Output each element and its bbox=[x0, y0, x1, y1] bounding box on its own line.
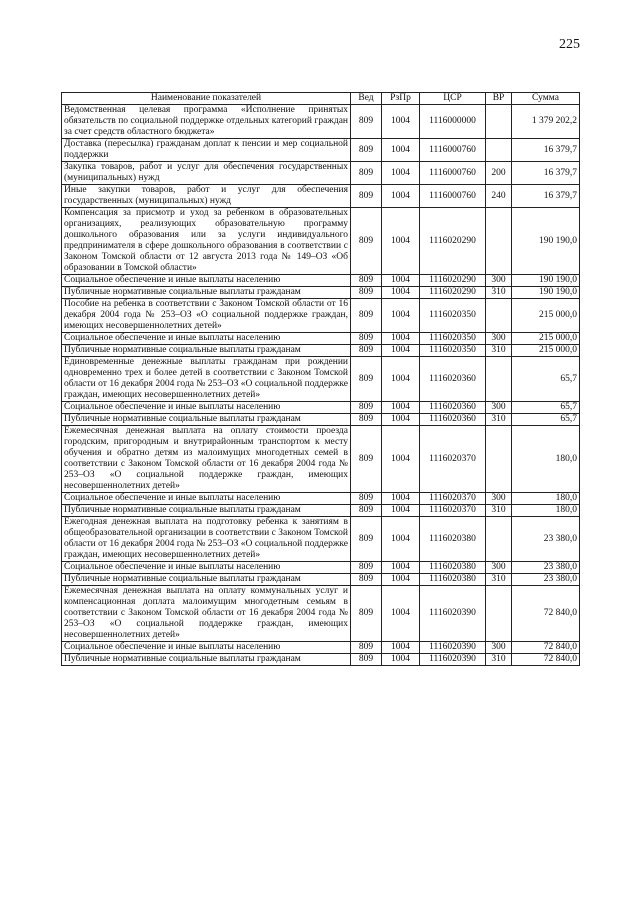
header-name: Наименование показателей bbox=[62, 93, 351, 105]
row-rzpr-cell: 1004 bbox=[382, 185, 420, 208]
row-rzpr-cell: 1004 bbox=[382, 402, 420, 414]
row-name-cell: Социальное обеспечение и иные выплаты населению bbox=[62, 493, 351, 505]
row-sum-cell: 16 379,7 bbox=[512, 162, 580, 185]
table-row bbox=[62, 517, 580, 562]
row-name-cell: Ведомственная целевая программа «Исполнение принятых обязательств по социальной поддержке отдельных категорий граждан за счет средств областного бюджета» bbox=[62, 105, 351, 139]
row-csr-cell: 1116020380 bbox=[420, 517, 486, 562]
row-sum-cell: 190 190,0 bbox=[512, 275, 580, 287]
header-csr: ЦСР bbox=[420, 93, 486, 105]
row-rzpr-cell: 1004 bbox=[382, 275, 420, 287]
row-sum-cell: 72 840,0 bbox=[512, 654, 580, 666]
row-ved-cell: 809 bbox=[351, 505, 382, 517]
row-vr-cell: 310 bbox=[486, 654, 512, 666]
row-csr-cell: 1116020290 bbox=[420, 208, 486, 275]
row-vr-cell: 300 bbox=[486, 562, 512, 574]
row-csr-cell: 1116020370 bbox=[420, 505, 486, 517]
table-row bbox=[62, 493, 580, 505]
row-csr-cell: 1116020350 bbox=[420, 299, 486, 333]
row-sum-cell: 16 379,7 bbox=[512, 185, 580, 208]
row-ved-cell: 809 bbox=[351, 517, 382, 562]
row-vr-cell: 200 bbox=[486, 162, 512, 185]
row-ved-cell: 809 bbox=[351, 345, 382, 357]
row-vr-cell: 300 bbox=[486, 493, 512, 505]
row-ved-cell: 809 bbox=[351, 185, 382, 208]
row-ved-cell: 809 bbox=[351, 333, 382, 345]
table-row bbox=[62, 287, 580, 299]
row-name-cell: Закупка товаров, работ и услуг для обеспечения государственных (муниципальных) нужд bbox=[62, 162, 351, 185]
row-ved-cell: 809 bbox=[351, 299, 382, 333]
row-name-cell: Публичные нормативные социальные выплаты гражданам bbox=[62, 287, 351, 299]
row-rzpr-cell: 1004 bbox=[382, 574, 420, 586]
row-name-cell: Социальное обеспечение и иные выплаты населению bbox=[62, 562, 351, 574]
header-ved: Вед bbox=[351, 93, 382, 105]
row-rzpr-cell: 1004 bbox=[382, 162, 420, 185]
page-number: 225 bbox=[559, 37, 580, 52]
header-vr: ВР bbox=[486, 93, 512, 105]
table-row bbox=[62, 357, 580, 402]
row-ved-cell: 809 bbox=[351, 105, 382, 139]
row-sum-cell: 180,0 bbox=[512, 426, 580, 493]
row-name-cell: Социальное обеспечение и иные выплаты населению bbox=[62, 333, 351, 345]
row-rzpr-cell: 1004 bbox=[382, 414, 420, 426]
row-vr-cell: 310 bbox=[486, 574, 512, 586]
row-csr-cell: 1116020350 bbox=[420, 345, 486, 357]
table-row bbox=[62, 208, 580, 275]
row-ved-cell: 809 bbox=[351, 654, 382, 666]
table-row bbox=[62, 139, 580, 162]
row-name-cell: Публичные нормативные социальные выплаты гражданам bbox=[62, 414, 351, 426]
row-name-cell: Социальное обеспечение и иные выплаты населению bbox=[62, 275, 351, 287]
row-name-cell: Публичные нормативные социальные выплаты гражданам bbox=[62, 345, 351, 357]
row-csr-cell: 1116000760 bbox=[420, 185, 486, 208]
row-ved-cell: 809 bbox=[351, 574, 382, 586]
row-vr-cell: 300 bbox=[486, 642, 512, 654]
row-name-cell: Публичные нормативные социальные выплаты гражданам bbox=[62, 654, 351, 666]
row-csr-cell: 1116020390 bbox=[420, 654, 486, 666]
row-vr-cell bbox=[486, 299, 512, 333]
row-sum-cell: 190 190,0 bbox=[512, 287, 580, 299]
row-sum-cell: 23 380,0 bbox=[512, 562, 580, 574]
row-name-cell: Доставка (пересылка) гражданам доплат к пенсии и мер социальной поддержки bbox=[62, 139, 351, 162]
row-rzpr-cell: 1004 bbox=[382, 287, 420, 299]
row-ved-cell: 809 bbox=[351, 493, 382, 505]
table-row bbox=[62, 162, 580, 185]
row-vr-cell: 310 bbox=[486, 505, 512, 517]
row-vr-cell bbox=[486, 426, 512, 493]
row-csr-cell: 1116020380 bbox=[420, 574, 486, 586]
table-row bbox=[62, 333, 580, 345]
row-ved-cell: 809 bbox=[351, 402, 382, 414]
table-body bbox=[62, 105, 580, 666]
row-sum-cell: 72 840,0 bbox=[512, 642, 580, 654]
row-csr-cell: 1116020390 bbox=[420, 642, 486, 654]
row-name-cell: Иные закупки товаров, работ и услуг для обеспечения государственных (муниципальных) нужд bbox=[62, 185, 351, 208]
row-name-cell: Единовременные денежные выплаты гражданам при рождении одновременно трех и более детей в соответствии с Законом Томской области от 16 декабря 2004 года № 253–ОЗ «О социальной поддержке граждан, имеющих несовершеннолетних детей» bbox=[62, 357, 351, 402]
row-ved-cell: 809 bbox=[351, 414, 382, 426]
row-vr-cell: 310 bbox=[486, 287, 512, 299]
row-name-cell: Компенсация за присмотр и уход за ребенком в образовательных организациях, реализующих образовательную программу дошкольного образования или за услуги индивидуального предпринимателя в сфере дошкольного образования в соответствии с Законом Томской области от 12 августа 2013 года № 149–ОЗ «Об образовании в Томской области» bbox=[62, 208, 351, 275]
row-csr-cell: 1116000760 bbox=[420, 139, 486, 162]
row-name-cell: Пособие на ребенка в соответствии с Законом Томской области от 16 декабря 2004 года № 253–ОЗ «О социальной поддержке граждан, имеющих несовершеннолетних детей» bbox=[62, 299, 351, 333]
row-rzpr-cell: 1004 bbox=[382, 426, 420, 493]
row-vr-cell: 310 bbox=[486, 345, 512, 357]
row-sum-cell: 72 840,0 bbox=[512, 586, 580, 642]
table-row bbox=[62, 345, 580, 357]
table-row bbox=[62, 586, 580, 642]
row-vr-cell: 300 bbox=[486, 275, 512, 287]
row-sum-cell: 65,7 bbox=[512, 357, 580, 402]
row-ved-cell: 809 bbox=[351, 275, 382, 287]
row-csr-cell: 1116020390 bbox=[420, 586, 486, 642]
row-rzpr-cell: 1004 bbox=[382, 505, 420, 517]
row-sum-cell: 215 000,0 bbox=[512, 333, 580, 345]
row-rzpr-cell: 1004 bbox=[382, 642, 420, 654]
row-vr-cell: 310 bbox=[486, 414, 512, 426]
row-vr-cell bbox=[486, 208, 512, 275]
table-row bbox=[62, 185, 580, 208]
row-ved-cell: 809 bbox=[351, 642, 382, 654]
table-row bbox=[62, 299, 580, 333]
row-ved-cell: 809 bbox=[351, 357, 382, 402]
row-name-cell: Социальное обеспечение и иные выплаты населению bbox=[62, 642, 351, 654]
row-name-cell: Ежемесячная денежная выплата на оплату стоимости проезда городским, пригородным и внутрирайонным транспортом к месту обучения и обратно детям из малоимущих многодетных семей в соответствии с Законом Томской области от 16 декабря 2004 года № 253–ОЗ «О социальной поддержке граждан, имеющих несовершеннолетних детей» bbox=[62, 426, 351, 493]
row-rzpr-cell: 1004 bbox=[382, 345, 420, 357]
row-csr-cell: 1116020380 bbox=[420, 562, 486, 574]
row-rzpr-cell: 1004 bbox=[382, 105, 420, 139]
row-ved-cell: 809 bbox=[351, 287, 382, 299]
row-sum-cell: 23 380,0 bbox=[512, 517, 580, 562]
row-ved-cell: 809 bbox=[351, 208, 382, 275]
row-vr-cell: 300 bbox=[486, 333, 512, 345]
row-rzpr-cell: 1004 bbox=[382, 586, 420, 642]
row-rzpr-cell: 1004 bbox=[382, 493, 420, 505]
row-name-cell: Публичные нормативные социальные выплаты гражданам bbox=[62, 574, 351, 586]
table-header-row bbox=[62, 93, 580, 105]
row-ved-cell: 809 bbox=[351, 562, 382, 574]
row-sum-cell: 65,7 bbox=[512, 402, 580, 414]
table-row bbox=[62, 426, 580, 493]
row-name-cell: Ежемесячная денежная выплата на оплату коммунальных услуг и компенсационная доплата малоимущим многодетным семьям в соответствии с Законом Томской области от 16 декабря 2004 года № 253–ОЗ «О социальной поддержке граждан, имеющих несовершеннолетних детей» bbox=[62, 586, 351, 642]
row-sum-cell: 16 379,7 bbox=[512, 139, 580, 162]
header-rzpr: РзПр bbox=[382, 93, 420, 105]
row-csr-cell: 1116000000 bbox=[420, 105, 486, 139]
budget-table bbox=[61, 92, 580, 666]
row-ved-cell: 809 bbox=[351, 139, 382, 162]
row-sum-cell: 190 190,0 bbox=[512, 208, 580, 275]
row-vr-cell bbox=[486, 517, 512, 562]
row-csr-cell: 1116020350 bbox=[420, 333, 486, 345]
table-row bbox=[62, 505, 580, 517]
row-rzpr-cell: 1004 bbox=[382, 562, 420, 574]
row-rzpr-cell: 1004 bbox=[382, 357, 420, 402]
row-csr-cell: 1116020370 bbox=[420, 426, 486, 493]
row-vr-cell bbox=[486, 586, 512, 642]
row-csr-cell: 1116020290 bbox=[420, 287, 486, 299]
row-ved-cell: 809 bbox=[351, 586, 382, 642]
table-row bbox=[62, 562, 580, 574]
row-rzpr-cell: 1004 bbox=[382, 654, 420, 666]
row-name-cell: Ежегодная денежная выплата на подготовку ребенка к занятиям в общеобразовательной организации в соответствии с Законом Томской области от 16 декабря 2004 года № 253–ОЗ «О социальной поддержке граждан, имеющих несовершеннолетних детей» bbox=[62, 517, 351, 562]
row-csr-cell: 1116020360 bbox=[420, 402, 486, 414]
row-sum-cell: 1 379 202,2 bbox=[512, 105, 580, 139]
row-csr-cell: 1116020370 bbox=[420, 493, 486, 505]
row-sum-cell: 180,0 bbox=[512, 493, 580, 505]
row-rzpr-cell: 1004 bbox=[382, 517, 420, 562]
table-row bbox=[62, 275, 580, 287]
row-sum-cell: 180,0 bbox=[512, 505, 580, 517]
row-csr-cell: 1116000760 bbox=[420, 162, 486, 185]
row-rzpr-cell: 1004 bbox=[382, 208, 420, 275]
row-csr-cell: 1116020290 bbox=[420, 275, 486, 287]
row-vr-cell: 300 bbox=[486, 402, 512, 414]
row-name-cell: Публичные нормативные социальные выплаты гражданам bbox=[62, 505, 351, 517]
table-row bbox=[62, 574, 580, 586]
row-sum-cell: 23 380,0 bbox=[512, 574, 580, 586]
row-vr-cell bbox=[486, 139, 512, 162]
row-ved-cell: 809 bbox=[351, 426, 382, 493]
table-row bbox=[62, 414, 580, 426]
row-vr-cell bbox=[486, 105, 512, 139]
row-csr-cell: 1116020360 bbox=[420, 357, 486, 402]
row-rzpr-cell: 1004 bbox=[382, 139, 420, 162]
row-sum-cell: 65,7 bbox=[512, 414, 580, 426]
row-sum-cell: 215 000,0 bbox=[512, 299, 580, 333]
row-ved-cell: 809 bbox=[351, 162, 382, 185]
table-row bbox=[62, 654, 580, 666]
row-rzpr-cell: 1004 bbox=[382, 333, 420, 345]
row-name-cell: Социальное обеспечение и иные выплаты населению bbox=[62, 402, 351, 414]
row-sum-cell: 215 000,0 bbox=[512, 345, 580, 357]
table-row bbox=[62, 642, 580, 654]
header-sum: Сумма bbox=[512, 93, 580, 105]
table-row bbox=[62, 402, 580, 414]
row-vr-cell bbox=[486, 357, 512, 402]
table-row bbox=[62, 105, 580, 139]
row-csr-cell: 1116020360 bbox=[420, 414, 486, 426]
row-vr-cell: 240 bbox=[486, 185, 512, 208]
row-rzpr-cell: 1004 bbox=[382, 299, 420, 333]
